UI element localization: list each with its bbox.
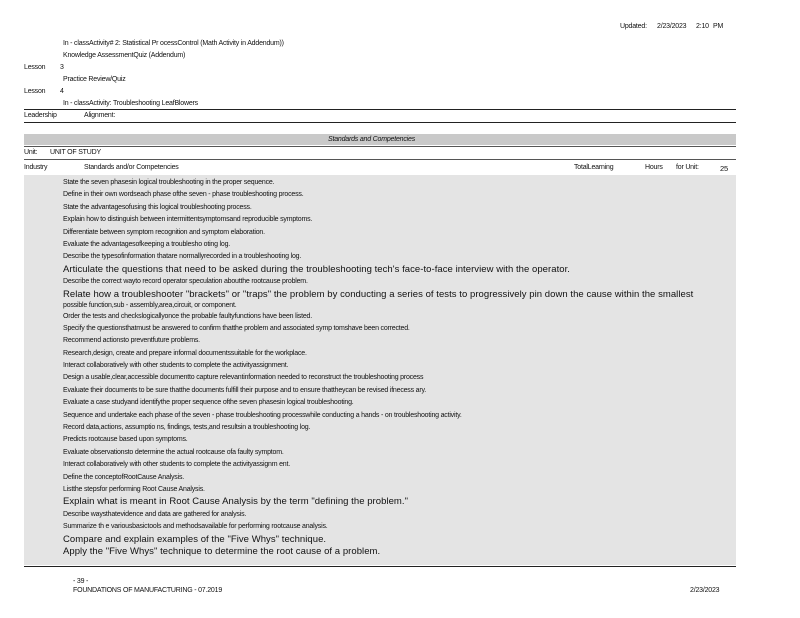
lesson-number: 3 — [60, 64, 64, 71]
col-standards: Standards and/or Competencies — [84, 164, 179, 171]
competency-text: Articulate the questions that need to be asked during the troubleshooting tech's face-to-face interview with the operator. — [63, 263, 570, 275]
competency-text: Interact collaboratively with other students to complete the activityassignm ent. — [63, 461, 290, 469]
divider — [24, 122, 736, 123]
competency-text: Describe the correct wayto record operator speculation aboutthe rootcause problem. — [63, 278, 308, 286]
top-item-quiz: Knowledge AssessmentQuiz (Addendum) — [63, 52, 186, 59]
col-industry: Industry — [24, 164, 48, 171]
divider — [24, 109, 736, 110]
competency-text: Evaluate their documents to be sure thatthe documents fulfill their purpose and to ensure thattheycan be revised ifnecess ary. — [63, 386, 427, 394]
list-item — [0, 240, 800, 252]
lesson-number: 4 — [60, 88, 64, 95]
leadership-value: Alignment: — [84, 112, 116, 119]
list-item — [0, 203, 800, 215]
competency-text: Evaluate observationsto determine the actual rootcause ofa faulty symptom. — [63, 448, 284, 456]
divider — [24, 159, 736, 160]
competency-text: Research,design, create and prepare informal documentssuitable for the workplace. — [63, 349, 307, 357]
list-item — [0, 190, 800, 202]
list-item — [0, 398, 800, 410]
list-item — [0, 473, 800, 485]
unit-value: UNIT OF STUDY — [50, 149, 101, 156]
divider — [24, 566, 736, 567]
competency-text: Summarize th e variousbasictools and methodsavailable for performing rootcause analysis. — [63, 523, 328, 531]
updated-label: Updated: — [620, 23, 647, 30]
col-for-unit: for Unit: — [676, 164, 699, 171]
list-item — [0, 312, 800, 324]
list-item — [0, 460, 800, 472]
lesson-item: Practice Review/Quiz — [63, 76, 126, 83]
competency-text: Sequence and undertake each phase of the seven - phase troubleshooting processwhile conducting a hands - on troubleshooting activity. — [63, 411, 462, 419]
updated-ampm: PM — [713, 23, 724, 30]
list-item — [0, 386, 800, 398]
competency-text: Design a usable,clear,accessible documentto capture relevantinformation needed to reconstruct the troubleshooting process — [63, 374, 424, 382]
list-item — [0, 361, 800, 373]
competency-text: Define in their own wordseach phase ofthe seven - phase troubleshooting process. — [63, 191, 304, 199]
lesson-label: Lesson — [24, 64, 46, 71]
competency-text: State the advantagesofusing this logical troubleshooting process. — [63, 203, 252, 211]
competency-text: Predicts rootcause based upon symptoms. — [63, 436, 188, 444]
competency-text: Define the conceptofRootCause Analysis. — [63, 473, 184, 481]
competency-text: Evaluate a case studyand identifythe proper sequence ofthe seven phasesin logical troubleshooting. — [63, 399, 354, 407]
col-hours: Hours — [645, 164, 663, 171]
lesson-item: In - classActivity: Troubleshooting LeafBlowers — [63, 100, 198, 107]
divider — [24, 146, 736, 147]
competency-text: Relate how a troubleshooter "brackets" or "traps" the problem by conducting a series of tests to progressively pin down the cause within the smallest — [63, 288, 694, 300]
list-item — [0, 423, 800, 435]
list-item — [0, 510, 800, 522]
lesson-label: Lesson — [24, 88, 46, 95]
competency-text: State the seven phasesin logical troubleshooting in the proper sequence. — [63, 179, 275, 186]
updated-time: 2:10 — [696, 23, 709, 30]
footer-date: 2/23/2023 — [690, 587, 720, 594]
list-item — [0, 178, 800, 190]
competency-text: Evaluate the advantagesofkeeping a troublesho oting log. — [63, 240, 231, 248]
competency-text: Describe the typesofinformation thatare normallyrecorded in a troubleshooting log. — [63, 253, 302, 261]
hours-value: 25 — [720, 164, 728, 173]
col-total: TotalLearning — [574, 164, 614, 171]
list-item — [0, 435, 800, 447]
course-name: FOUNDATIONS OF MANUFACTURING - 07.2019 — [73, 587, 223, 594]
competency-text: Listthe stepsfor performing Root Cause Analysis. — [63, 485, 205, 493]
competency-text-continued: possible function,sub - assembly,area,circuit, or component. — [63, 301, 237, 309]
list-item — [0, 497, 800, 509]
competency-text: Differentiate between symptom recognition and symptom elaboration. — [63, 228, 265, 236]
competency-list — [0, 178, 800, 559]
list-item — [0, 228, 800, 240]
top-item-activity: In - classActivity# 2: Statistical Pr ocessControl (Math Activity in Addendum)) — [63, 40, 284, 47]
competency-text: Recommend actionsto preventfuture problems. — [63, 337, 200, 345]
section-title: Standards and Competencies — [328, 136, 416, 143]
competency-text: Interact collaboratively with other students to complete the activityassignment. — [63, 362, 289, 370]
list-item — [0, 448, 800, 460]
list-item — [0, 411, 800, 423]
list-item — [0, 215, 800, 227]
list-item — [0, 547, 800, 559]
unit-label: Unit: — [24, 149, 38, 156]
competency-text: Describe waysthatevidence and data are gathered for analysis. — [63, 510, 247, 518]
list-item — [0, 324, 800, 336]
list-item — [0, 336, 800, 348]
competency-text: Explain what is meant in Root Cause Analysis by the term "defining the problem." — [63, 496, 409, 508]
leadership-label: Leadership — [24, 112, 57, 119]
page-number: - 39 - — [73, 578, 89, 585]
competency-text: Order the tests and checkslogicallyonce the probable faultyfunctions have been listed. — [63, 312, 312, 320]
updated-date: 2/23/2023 — [657, 23, 687, 30]
list-item — [0, 265, 800, 277]
competency-text: Explain how to distinguish between intermittentsymptomsand reproducible symptoms. — [63, 216, 313, 224]
list-item — [0, 373, 800, 385]
list-item — [0, 349, 800, 361]
competency-text: Specify the questionsthatmust be answered to confirm thatthe problem and associated symp tomshave been corrected. — [63, 324, 410, 332]
competency-text: Compare and explain examples of the "Five Whys" technique. — [63, 533, 327, 545]
competency-text: Record data,actions, assumptio ns, findings, tests,and resultsin a troubleshooting log. — [63, 424, 311, 432]
list-item — [0, 290, 800, 312]
competency-text: Apply the "Five Whys" technique to determine the root cause of a problem. — [63, 545, 381, 557]
